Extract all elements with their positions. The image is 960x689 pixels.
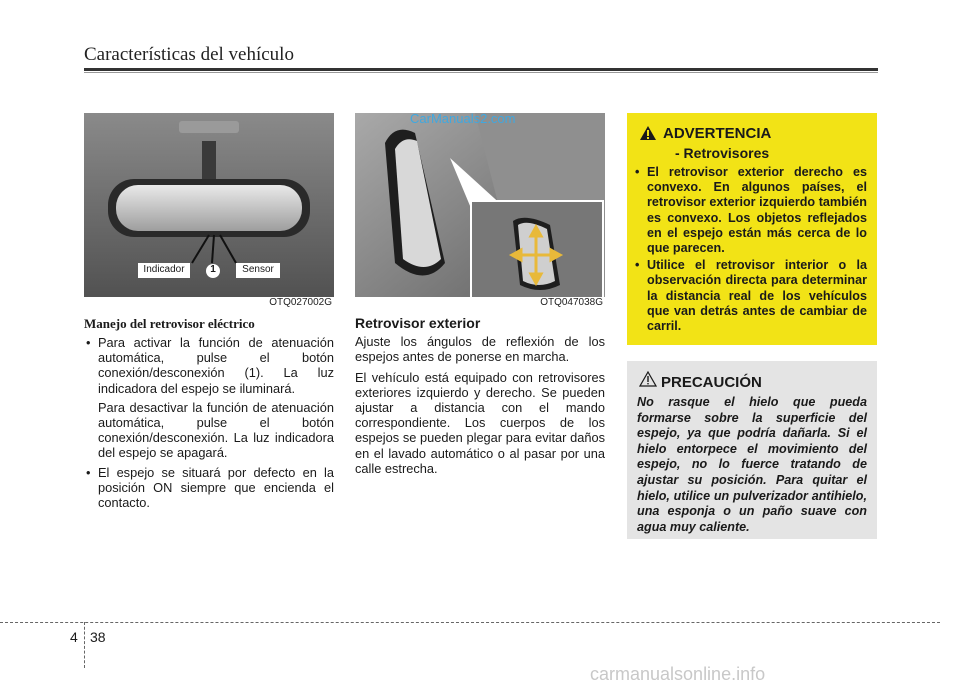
indicator-label: Indicador [143,264,185,275]
middle-column-text [355,316,605,481]
list-item: • Utilice el retrovisor interior o la observación directa para determinar la distancia real de los vehículos que van detrás antes de cambiar de carril. [635,258,867,334]
warning-title: ADVERTENCIA [663,125,772,142]
caution-text: No rasque el hielo que pueda formarse sobre la superficie del espejo, ya que podría dañarla. Si el hielo entorpece el movimiento del espejo, no lo fuerce tratando de ajustar su posición. Para quitar el hielo, utilice un pulverizador antihielo, una esponja o un paño suave con agua muy caliente. [637,395,867,534]
section-heading-outside-mirror: Retrovisor exterior [355,315,481,331]
bullet-list [84,335,334,396]
rearview-mirror-image [84,113,334,309]
caution-title: PRECAUCIÓN [661,374,762,391]
list-item: • Para activar la función de atenuación automática, pulse el botón conexión/desconexión (1). La luz indicadora del espejo se iluminará. [84,335,334,396]
warning-subtitle: - Retrovisores [675,145,770,161]
paragraph: El vehículo está equipado con retrovisores exteriores izquierdo y derecho. Se pueden ajustar a distancia con el mando correspondiente. Los cuerpos de los espejos se pueden plegar para evitar daños en el lavado automático o al pasar por una calle estrecha. [355,369,605,476]
image-caption: OTQ047038G [540,297,603,308]
list-item: • El retrovisor exterior derecho es convexo. En algunos países, el retrovisor exterior izquierdo también es convexo. Los objetos reflejados en el espejo están más cerca de lo que parecen. [635,165,867,256]
image-caption: OTQ027002G [269,297,332,308]
footer-vertical-rule [84,622,85,668]
watermark-bottom: carmanualsonline.info [590,664,766,684]
page-number: 38 [90,629,106,645]
outside-mirror-illustration [355,113,605,309]
caution-box [627,361,877,539]
watermark-top: CarManuals2.com [410,111,516,126]
left-column-text [84,316,334,514]
caution-triangle-icon [639,371,657,387]
warning-triangle-icon [639,125,657,141]
paragraph: Para desactivar la función de atenuación automática, pulse el botón conexión/desconexión. La luz indicadora del espejo se apagará. [98,399,334,461]
outside-mirror-image [355,113,605,309]
sensor-label: Sensor [242,264,274,275]
button-number-label: 1 [210,264,216,275]
section-heading-electric-mirror: Manejo del retrovisor eléctrico [84,316,255,331]
paragraph: Ajuste los ángulos de reflexión de los espejos antes de ponerse en marcha. [355,334,605,365]
bullet-list [84,465,334,511]
page-header-title: Características del vehículo [84,44,294,65]
list-item: • El espejo se situará por defecto en la posición ON siempre que encienda el contacto. [84,465,334,511]
rearview-mirror-illustration [84,113,334,309]
header-rule-thin [84,72,878,73]
warning-list [635,165,867,336]
footer-dashed-rule [0,622,940,623]
header-rule [84,68,878,71]
warning-box [627,113,877,345]
chapter-number: 4 [70,629,78,645]
